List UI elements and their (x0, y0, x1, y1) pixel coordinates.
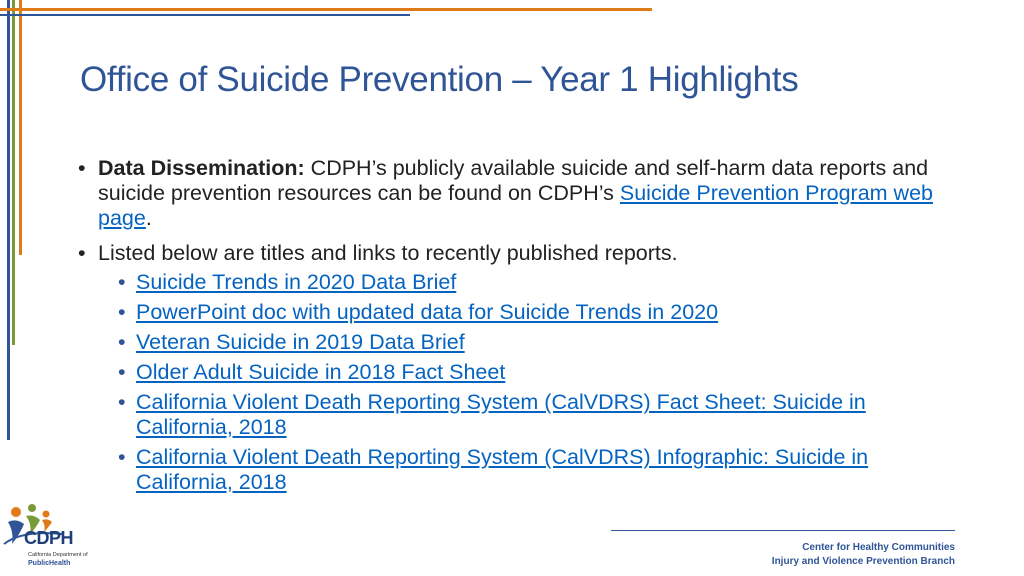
bullet-listed-below: • Listed below are titles and links to recently published reports. (78, 241, 938, 266)
report-link-suicide-trends-2020[interactable]: Suicide Trends in 2020 Data Brief (136, 270, 457, 294)
report-link-calvdrs-infographic-2018[interactable]: California Violent Death Reporting System (CalVDRS) Infographic: Suicide in California, 2018 (136, 445, 869, 494)
footer-line-1: Center for Healthy Communities (802, 542, 955, 553)
suicide-prevention-web-page-link[interactable]: Suicide Prevention Program web page (98, 181, 933, 230)
bullet-data-dissemination (78, 156, 938, 231)
slide-title: Office of Suicide Prevention – Year 1 Highlights (80, 60, 799, 99)
report-link-item (116, 390, 938, 440)
dissemination-text: CDPH’s publicly available suicide and self-harm data reports and suicide prevention resources can be found on CDPH’s (98, 156, 929, 205)
decor-bar-blue (7, 0, 10, 440)
report-link-veteran-suicide-2019[interactable]: Veteran Suicide in 2019 Data Brief (136, 330, 465, 354)
cdph-logo-text: CDPH (24, 528, 74, 548)
footer-line-2: Injury and Violence Prevention Branch (771, 556, 955, 567)
decor-bar-green (12, 0, 15, 345)
decor-bar-top-orange (0, 8, 652, 11)
report-link-item (116, 445, 938, 495)
footer-divider (611, 530, 955, 531)
slide-content (78, 156, 938, 500)
report-link-powerpoint-trends-2020[interactable]: PowerPoint doc with updated data for Suicide Trends in 2020 (136, 300, 719, 324)
report-link-item (116, 300, 938, 325)
report-link-item (116, 360, 938, 385)
cdph-logo-subtext: California Department of (28, 552, 88, 558)
footer (772, 541, 955, 569)
report-link-calvdrs-fact-sheet-2018[interactable]: California Violent Death Reporting System (CalVDRS) Fact Sheet: Suicide in California, 2018 (136, 390, 866, 439)
cdph-logo-public-health: PublicHealth (28, 560, 71, 567)
decor-bar-top-blue (0, 14, 410, 16)
dissemination-label: Data Dissemination: (98, 156, 305, 180)
decor-bar-orange (19, 0, 22, 255)
report-link-item (116, 330, 938, 355)
report-link-older-adult-2018[interactable]: Older Adult Suicide in 2018 Fact Sheet (136, 360, 506, 384)
dissemination-period: . (145, 206, 152, 230)
report-link-item (116, 270, 938, 295)
